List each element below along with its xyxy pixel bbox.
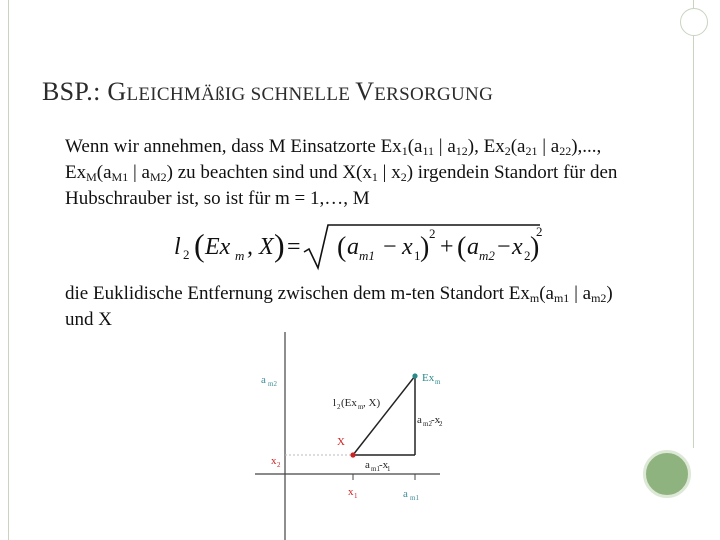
svg-text:m: m bbox=[358, 403, 364, 411]
svg-text:a: a bbox=[403, 488, 408, 500]
svg-text:l: l bbox=[174, 234, 181, 260]
svg-text:a: a bbox=[347, 234, 359, 260]
svg-text:x: x bbox=[402, 234, 413, 260]
svg-text:m: m bbox=[435, 378, 441, 386]
paragraph-assumption: Wenn wir annehmen, dass M Einsatzorte $Ex_1(a_{11}$ | $a_{12}$), $Ex_2(a_{21}$ | $a_{22}$),..., $Ex_M(a_{M1}$ | $a_{M2}$) zu beachten sind und $X(x_1$ | $x_2$) irgendein Standort für den Hubschrauber ist, so ist für m = 1,…, M bbox=[65, 136, 618, 209]
svg-text:2: 2 bbox=[337, 403, 341, 411]
svg-text:Ex: Ex bbox=[422, 372, 435, 384]
frame-line-right bbox=[693, 0, 694, 448]
svg-text:2: 2 bbox=[524, 248, 531, 263]
svg-text:-x: -x bbox=[431, 414, 441, 426]
svg-text:+: + bbox=[440, 234, 454, 260]
svg-text:m1: m1 bbox=[410, 494, 419, 502]
svg-text:m: m bbox=[235, 248, 245, 263]
svg-text:m2: m2 bbox=[479, 248, 495, 263]
svg-text:1: 1 bbox=[354, 492, 358, 500]
svg-text:, X): , X) bbox=[363, 397, 381, 409]
svg-text:2: 2 bbox=[536, 224, 543, 239]
svg-text:x: x bbox=[271, 455, 277, 467]
svg-text:1: 1 bbox=[414, 248, 421, 263]
svg-text:): ) bbox=[530, 232, 540, 263]
svg-text:): ) bbox=[274, 227, 285, 263]
svg-text:m2: m2 bbox=[423, 420, 432, 428]
svg-text:m2: m2 bbox=[268, 380, 277, 388]
svg-text:2: 2 bbox=[429, 226, 436, 241]
svg-text:): ) bbox=[420, 232, 430, 263]
svg-text:−: − bbox=[383, 234, 397, 260]
decorative-circle-bottom bbox=[643, 450, 691, 498]
svg-text:(: ( bbox=[337, 232, 347, 263]
svg-text:=: = bbox=[287, 234, 301, 260]
svg-text:m1: m1 bbox=[371, 465, 380, 473]
svg-text:(: ( bbox=[194, 227, 205, 263]
svg-text:m1: m1 bbox=[359, 248, 375, 263]
svg-text:a: a bbox=[261, 374, 266, 386]
svg-text:(Ex: (Ex bbox=[341, 397, 357, 409]
svg-text:x: x bbox=[348, 486, 354, 498]
svg-text:−: − bbox=[497, 234, 511, 260]
svg-text:x: x bbox=[512, 234, 523, 260]
decorative-circle-top bbox=[680, 8, 708, 36]
svg-text:2: 2 bbox=[439, 420, 443, 428]
paragraph-distance-definition: die Euklidische Entfernung zwischen dem m-ten Standort $Ex_m(a_{m1}$ | $a_{m2}$) und X bbox=[65, 283, 613, 330]
svg-text:l: l bbox=[333, 397, 337, 409]
svg-text:2: 2 bbox=[183, 247, 190, 262]
svg-text:-x: -x bbox=[379, 459, 389, 471]
svg-text:a: a bbox=[417, 414, 422, 426]
svg-text:a: a bbox=[365, 459, 370, 471]
distance-diagram bbox=[255, 330, 443, 540]
svg-text:1: 1 bbox=[387, 465, 391, 473]
svg-text:2: 2 bbox=[277, 461, 281, 469]
euclidean-distance-formula bbox=[172, 222, 542, 272]
svg-text:, X: , X bbox=[247, 234, 274, 260]
svg-text:a: a bbox=[467, 234, 479, 260]
frame-line-left bbox=[8, 0, 9, 540]
slide-title: BSP.: GLEICHMÄßIG SCHNELLE VERSORGUNG bbox=[42, 77, 494, 106]
svg-text:Ex: Ex bbox=[205, 234, 231, 260]
svg-text:(: ( bbox=[457, 232, 467, 263]
svg-text:X: X bbox=[337, 436, 345, 448]
